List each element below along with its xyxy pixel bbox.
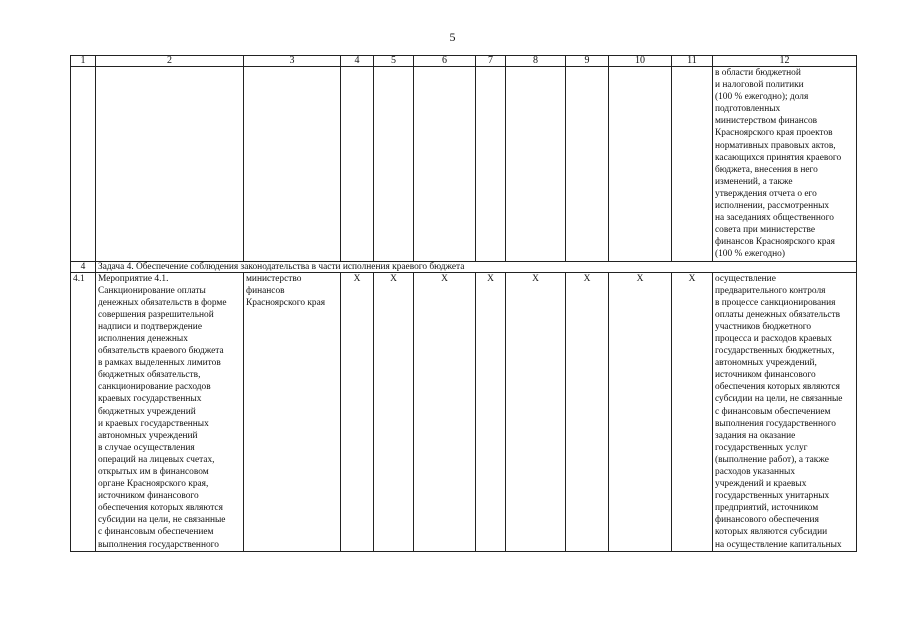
- mark-col-5: X: [374, 272, 414, 551]
- task-row: [71, 261, 857, 272]
- measure-row: [71, 272, 857, 551]
- task-title: Задача 4. Обеспечение соблюдения законодательства в части исполнения краевого бюджета: [96, 261, 857, 272]
- measure-result: осуществление предварительного контроля в процессе санкционирования оплаты денежных обязательств участников бюджетного процесса и расходов краевых государственных бюджетных, автономных учреждений, источником финансового обеспечения которых являются субсидии на цели, не связанные с финансовым обеспечением выполнения государственного задания на оказание государственных услуг (выполнение работ), а также расходов указанных учреждений и краевых государственных унитарных предприятий, источником финансового обеспечения которых являются субсидии на осуществление капитальных: [713, 272, 857, 551]
- col-header-2: 2: [96, 56, 244, 67]
- col-header-5: 5: [374, 56, 414, 67]
- continuation-row: [71, 67, 857, 262]
- continuation-result-text: в области бюджетной и налоговой политики (100 % ежегодно); доля подготовленных министерством финансов Красноярского края проектов нормативных правовых актов, касающихся принятия краевого бюджета, внесения в него изменений, а также утверждения отчета о его исполнении, рассмотренных на заседаниях общественного совета при министерстве финансов Красноярского края (100 % ежегодно): [713, 67, 857, 262]
- col-header-8: 8: [506, 56, 566, 67]
- col-header-7: 7: [476, 56, 506, 67]
- col-header-10: 10: [609, 56, 672, 67]
- column-header-row: [71, 56, 857, 67]
- mark-col-11: X: [672, 272, 713, 551]
- col-header-6: 6: [414, 56, 476, 67]
- page-number: 5: [449, 30, 456, 44]
- measure-executor: министерство финансов Красноярского края: [244, 272, 341, 551]
- mark-col-4: X: [341, 272, 374, 551]
- task-number: 4: [71, 261, 96, 272]
- mark-col-8: X: [506, 272, 566, 551]
- mark-col-10: X: [609, 272, 672, 551]
- col-header-9: 9: [566, 56, 609, 67]
- program-table: [70, 55, 857, 552]
- col-header-12: 12: [713, 56, 857, 67]
- mark-col-9: X: [566, 272, 609, 551]
- col-header-11: 11: [672, 56, 713, 67]
- mark-col-6: X: [414, 272, 476, 551]
- col-header-3: 3: [244, 56, 341, 67]
- col-header-4: 4: [341, 56, 374, 67]
- measure-name: Мероприятие 4.1. Санкционирование оплаты денежных обязательств в форме совершения разрешительной надписи и подтверждение исполнения денежных обязательств краевого бюджета в рамках выделенных лимитов бюджетных обязательств, санкционирование расходов краевых государственных бюджетных учреждений и краевых государственных автономных учреждений в случае осуществления операций на лицевых счетах, открытых им в финансовом органе Красноярского края, источником финансового обеспечения которых являются субсидии на цели, не связанные с финансовым обеспечением выполнения государственного: [96, 272, 244, 551]
- measure-number: 4.1: [71, 272, 96, 551]
- mark-col-7: X: [476, 272, 506, 551]
- col-header-1: 1: [71, 56, 96, 67]
